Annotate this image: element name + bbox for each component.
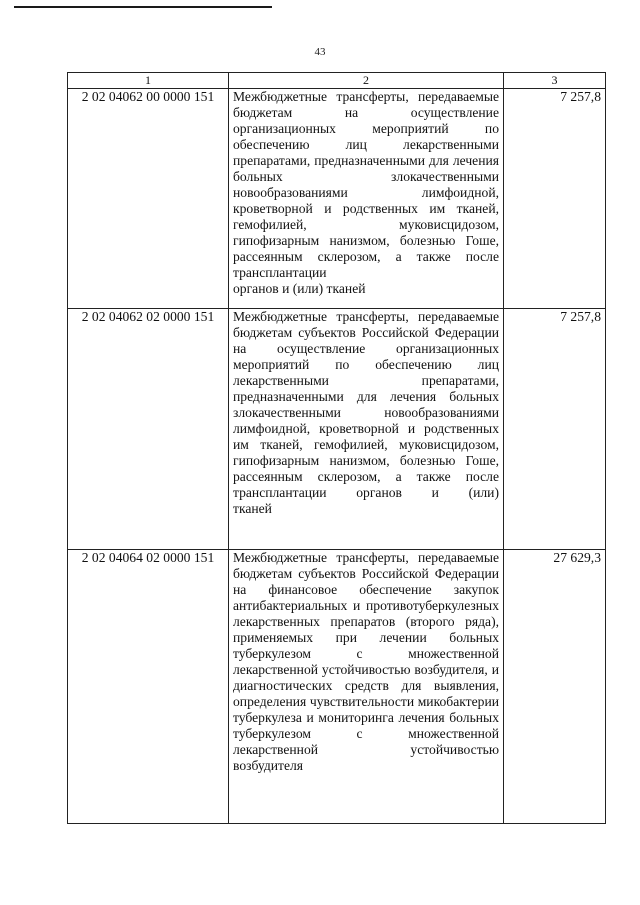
budget-code-cell: 2 02 04062 00 0000 151 bbox=[68, 89, 229, 309]
description-cell bbox=[229, 550, 504, 824]
description-text: Межбюджетные трансферты, передаваемые бюджетам субъектов Российской Федерации на осуществление организационных мероприятий по обеспечению лиц лекарственными препаратами, предназначенными для лечения больных злокачественными новообразованиями лимфоидной, кроветворной и родственных им тканей, гемофилией, муковисцидозом, гипофизарным нанизмом, болезнью Гоше, рассеянным склерозом, а также после трансплантации органов и (или) bbox=[233, 309, 499, 500]
amount-cell: 27 629,3 bbox=[504, 550, 606, 824]
description-cell bbox=[229, 89, 504, 309]
budget-table bbox=[67, 72, 606, 824]
amount-cell: 7 257,8 bbox=[504, 89, 606, 309]
table-row bbox=[68, 309, 606, 550]
amount-cell: 7 257,8 bbox=[504, 309, 606, 550]
table-header-row bbox=[68, 73, 606, 89]
column-header-code: 1 bbox=[68, 73, 229, 89]
table-row bbox=[68, 550, 606, 824]
column-header-description: 2 bbox=[229, 73, 504, 89]
scan-artifact-line bbox=[14, 6, 272, 8]
description-cell bbox=[229, 309, 504, 550]
description-text: Межбюджетные трансферты, передаваемые бюджетам субъектов Российской Федерации на финансовое обеспечение закупок антибактериальных и противотуберкулезных лекарственных препаратов (второго ряда), применяемых при лечении больных туберкулезом с множественной лекарственной устойчивостью возбудителя, и диагностических средств для выявления, определения чувствительности микобактерии туберкулеза и мониторинга лечения больных туберкулезом с множественной лекарственной устойчивостью bbox=[233, 550, 499, 757]
page-number: 43 bbox=[314, 46, 326, 58]
budget-code-cell: 2 02 04064 02 0000 151 bbox=[68, 550, 229, 824]
description-text-end: тканей bbox=[233, 501, 272, 516]
description-text: Межбюджетные трансферты, передаваемые бюджетам на осуществление организационных мероприятий по обеспечению лиц лекарственными препаратами, предназначенными для лечения больных злокачественными новообразованиями лимфоидной, кроветворной и родственных им тканей, гемофилией, муковисцидозом, гипофизарным нанизмом, болезнью Гоше, рассеянным склерозом, а также после трансплантации bbox=[233, 89, 499, 280]
description-text-end: органов и (или) тканей bbox=[233, 281, 366, 296]
table-row bbox=[68, 89, 606, 309]
budget-code-cell: 2 02 04062 02 0000 151 bbox=[68, 309, 229, 550]
description-text-end: возбудителя bbox=[233, 758, 304, 773]
column-header-amount: 3 bbox=[504, 73, 606, 89]
